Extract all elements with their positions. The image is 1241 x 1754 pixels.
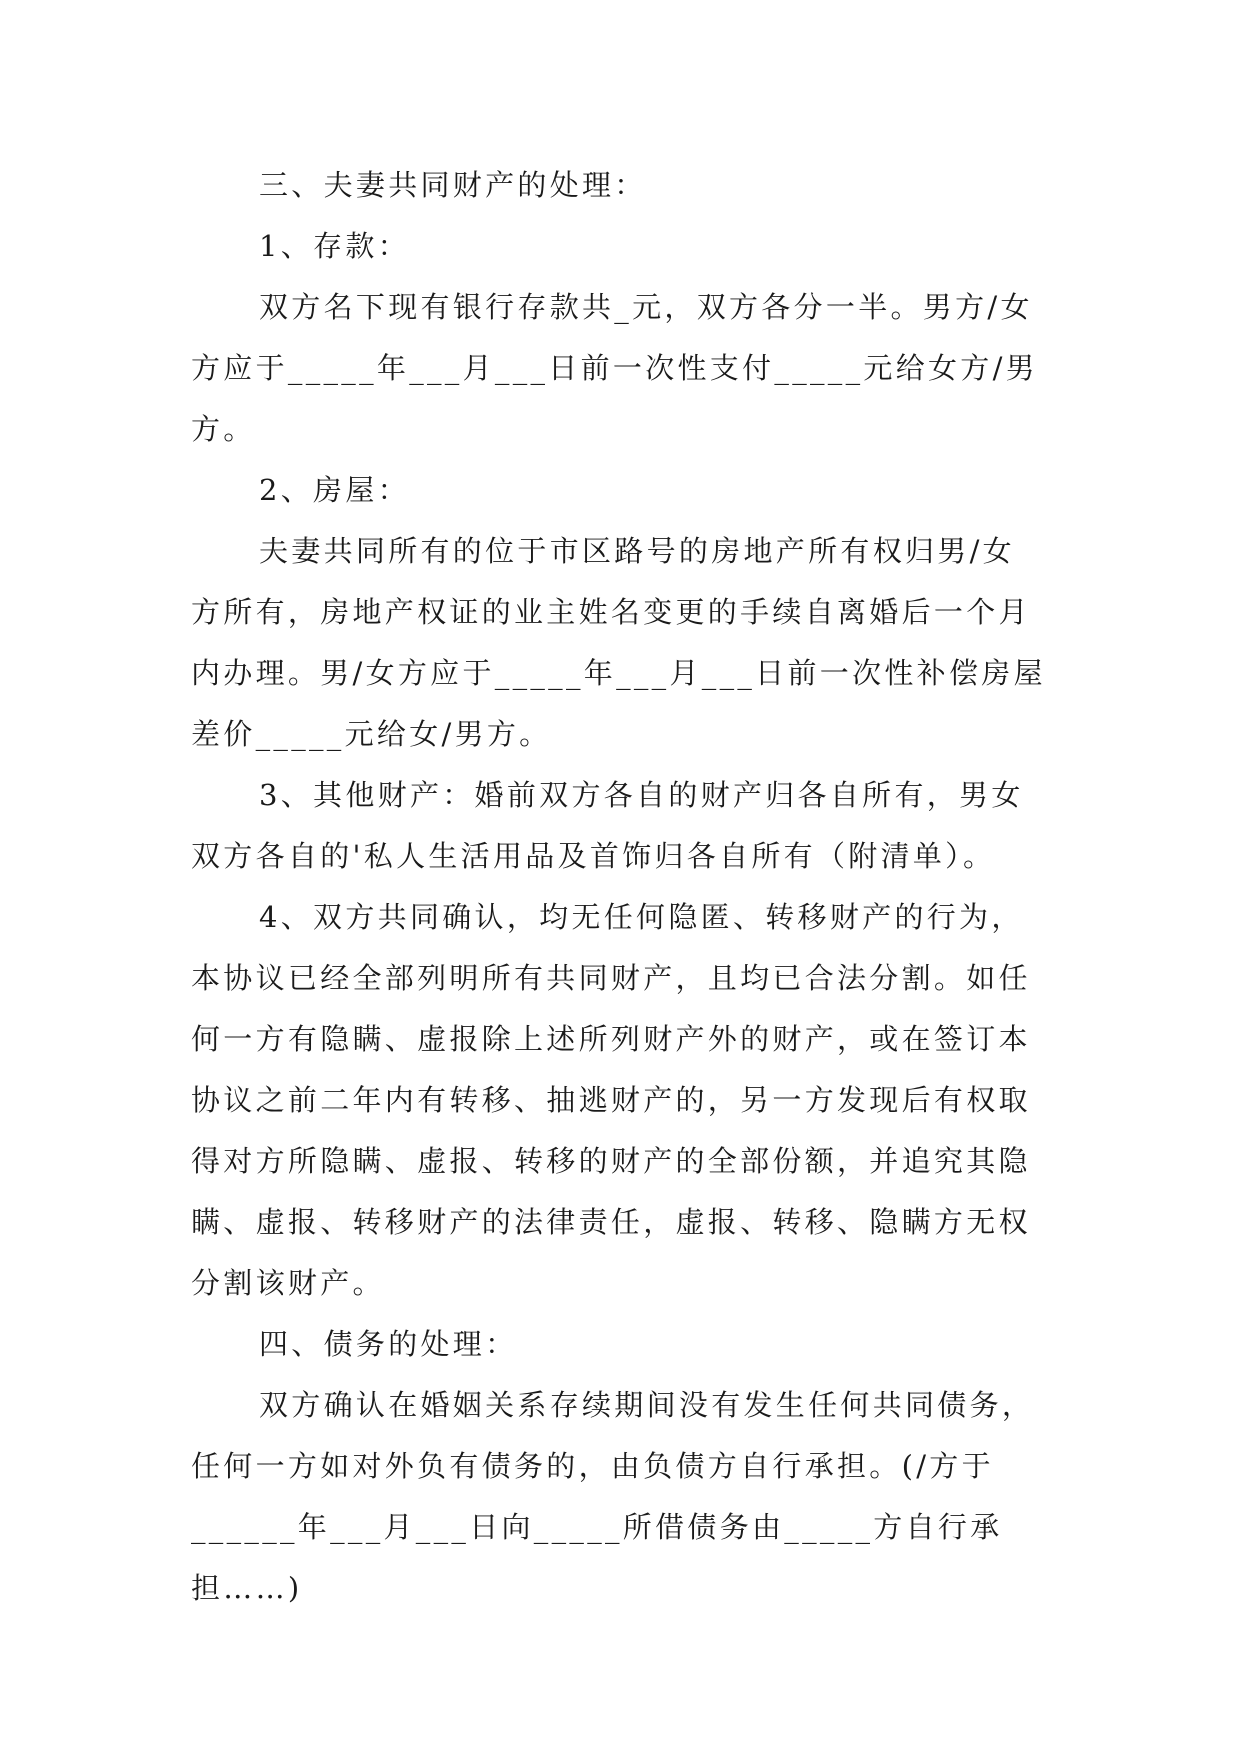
subsection-heading-deposits: 1、存款：: [259, 229, 410, 263]
paragraph-line: ______年___月___日向_____所借债务由_____方自行承: [191, 1510, 1003, 1544]
paragraph-line: 内办理。男/女方应于_____年___月___日前一次性补偿房屋: [191, 656, 1046, 690]
paragraph-line: 差价_____元给女/男方。: [191, 717, 552, 751]
paragraph-line: 双方名下现有银行存款共_元，双方各分一半。男方/女: [259, 290, 1033, 324]
subsection-heading-house: 2、房屋：: [259, 473, 410, 507]
paragraph-line: 方应于_____年___月___日前一次性支付_____元给女方/男: [191, 351, 1038, 385]
paragraph-line: 方。: [191, 412, 256, 446]
paragraph-line: 任何一方如对外负有债务的，由负债方自行承担。(/方于: [191, 1449, 994, 1483]
section-heading-joint-property: 三、夫妻共同财产的处理：: [259, 168, 647, 202]
paragraph-line: 瞒、虚报、转移财产的法律责任，虚报、转移、隐瞒方无权: [191, 1205, 1031, 1239]
paragraph-line: 3、其他财产：婚前双方各自的财产归各自所有，男女: [259, 778, 1024, 812]
paragraph-line: 分割该财产。: [191, 1266, 385, 1300]
paragraph-line: 得对方所隐瞒、虚报、转移的财产的全部份额，并追究其隐: [191, 1144, 1031, 1178]
paragraph-line: 双方各自的'私人生活用品及首饰归各自所有（附清单）。: [191, 839, 996, 873]
section-heading-debts: 四、债务的处理：: [259, 1327, 518, 1361]
paragraph-line: 4、双方共同确认，均无任何隐匿、转移财产的行为，: [259, 900, 1024, 934]
paragraph-line: 本协议已经全部列明所有共同财产，且均已合法分割。如任: [191, 961, 1031, 995]
paragraph-line: 担……): [191, 1571, 303, 1605]
paragraph-line: 夫妻共同所有的位于市区路号的房地产所有权归男/女: [259, 534, 1015, 568]
paragraph-line: 何一方有隐瞒、虚报除上述所列财产外的财产，或在签订本: [191, 1022, 1031, 1056]
document-body: [191, 155, 1061, 1619]
paragraph-line: 协议之前二年内有转移、抽逃财产的，另一方发现后有权取: [191, 1083, 1031, 1117]
paragraph-line: 方所有，房地产权证的业主姓名变更的手续自离婚后一个月: [191, 595, 1031, 629]
paragraph-line: 双方确认在婚姻关系存续期间没有发生任何共同债务，: [259, 1388, 1035, 1422]
